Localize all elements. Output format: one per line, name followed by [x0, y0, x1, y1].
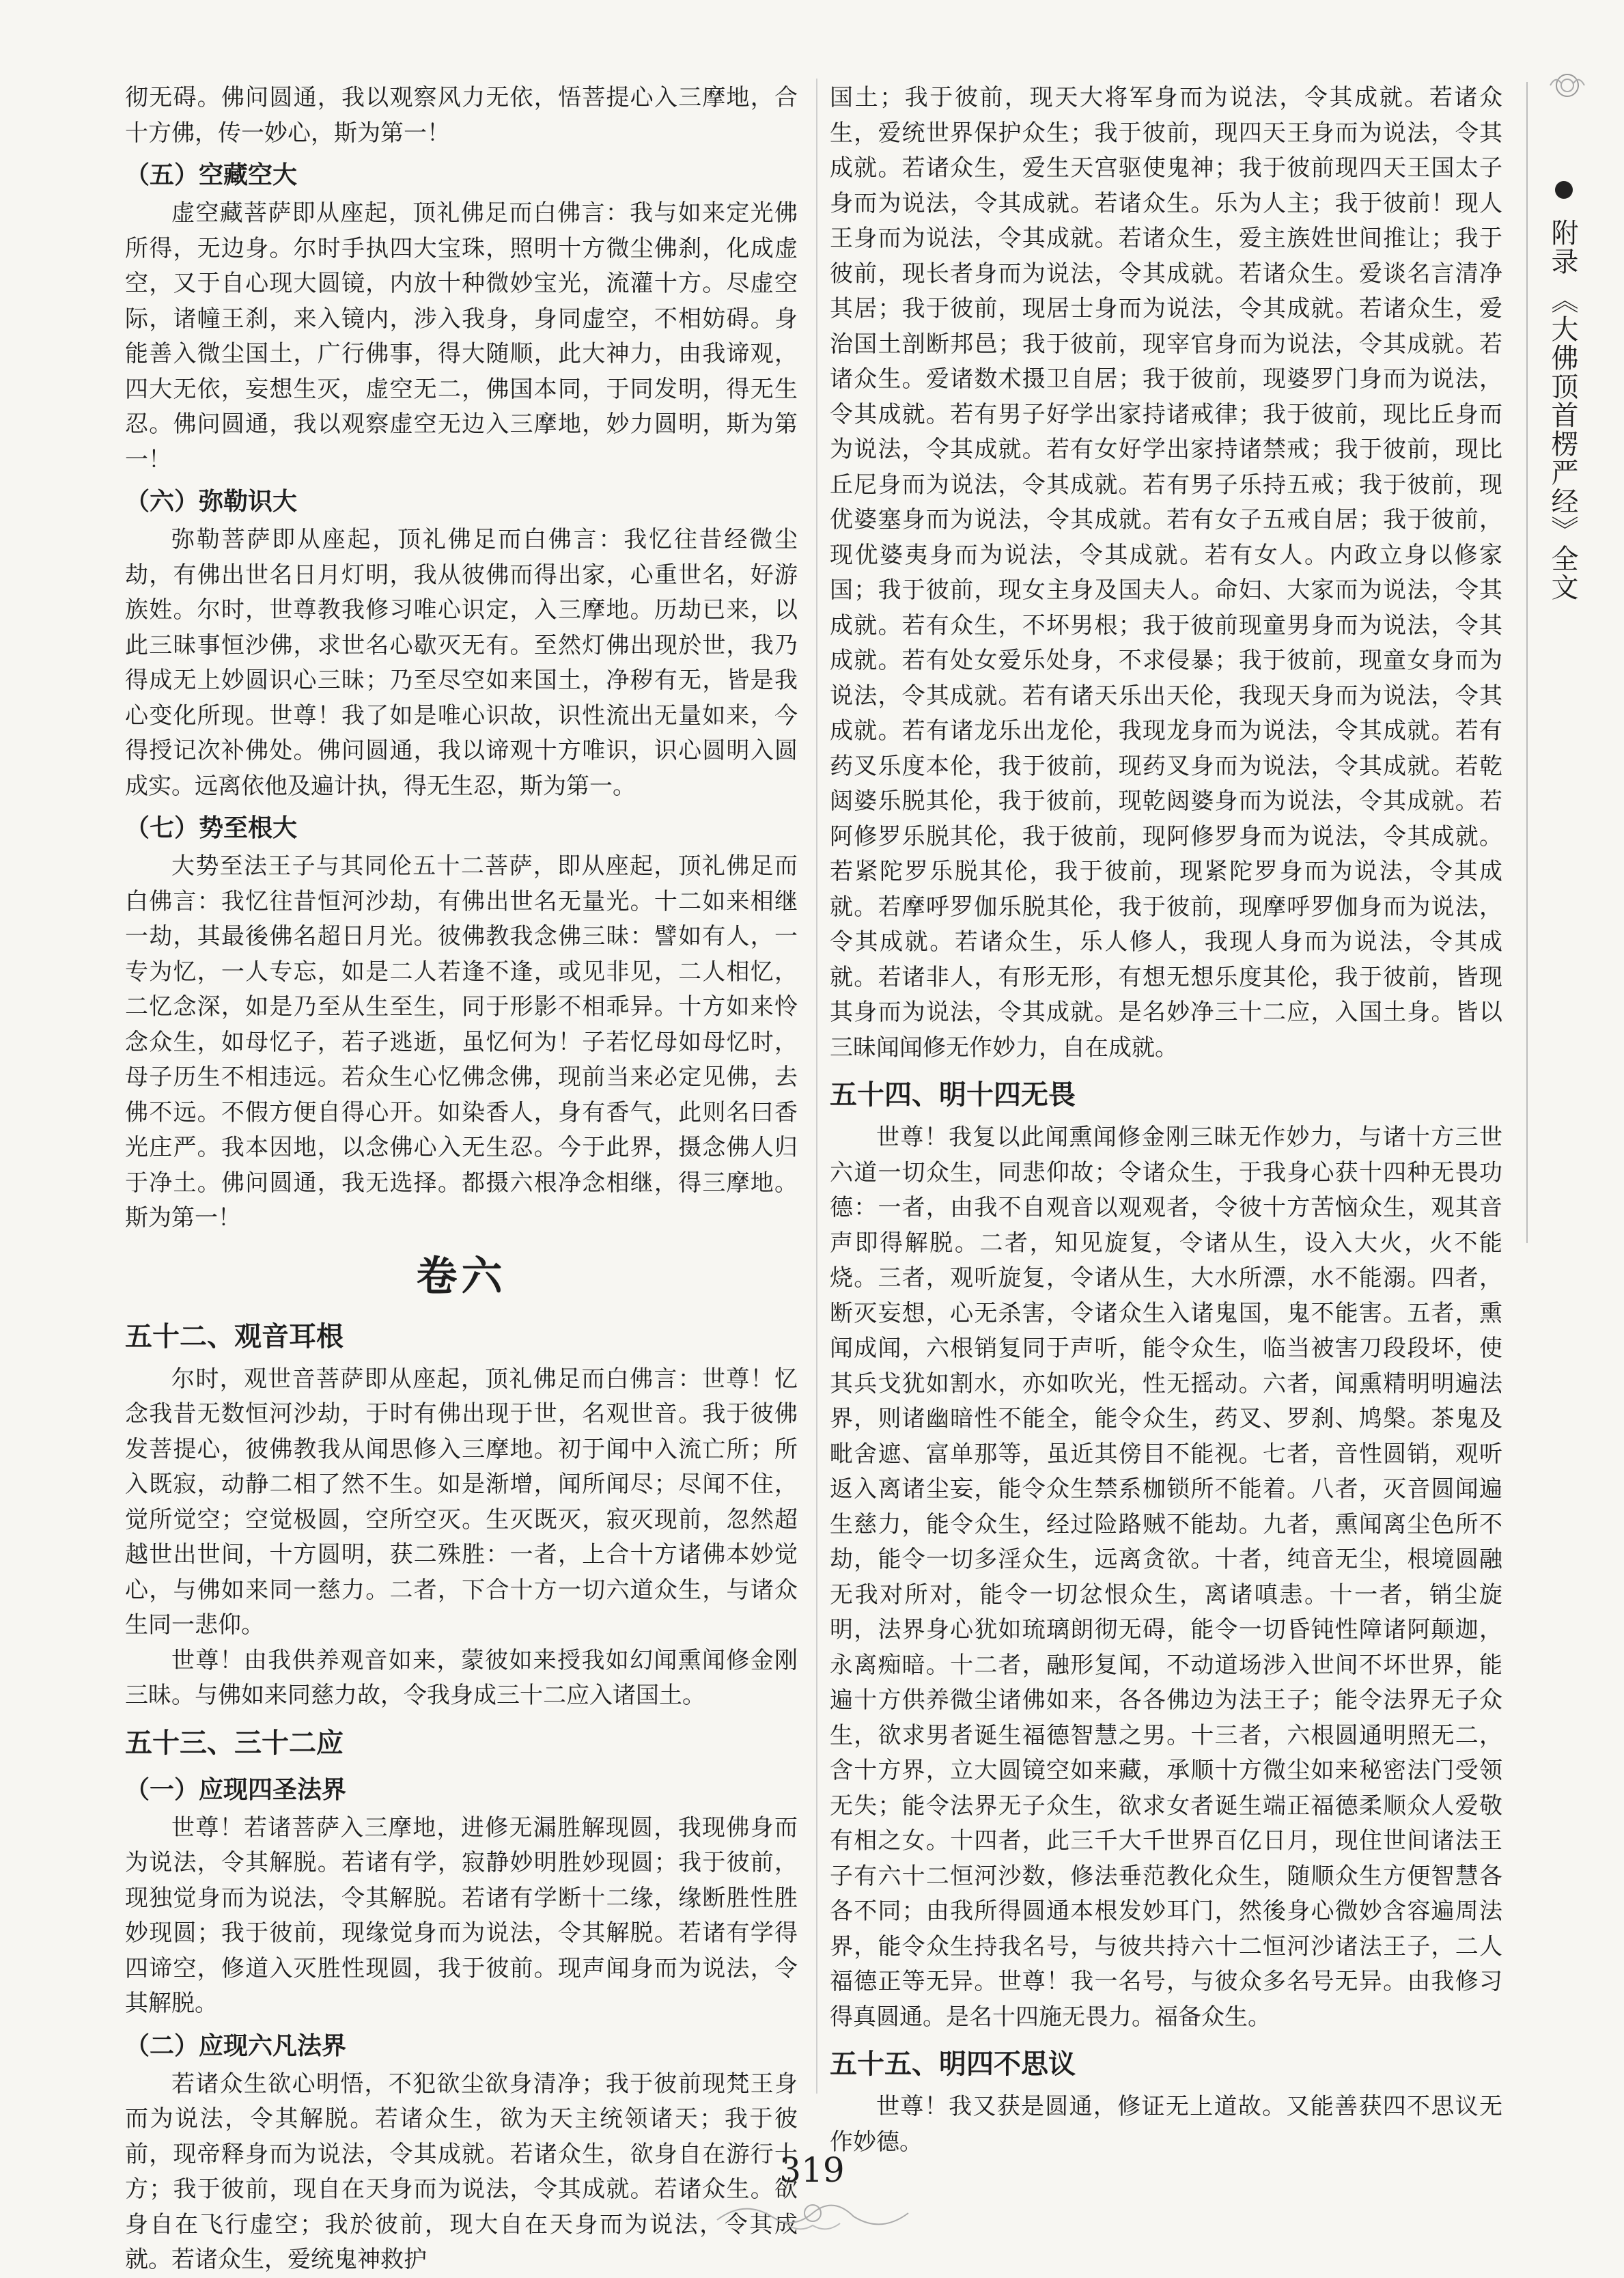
sidebar-rule — [1526, 82, 1528, 1243]
paragraph: 大势至法王子与其同伦五十二菩萨，即从座起，顶礼佛足而白佛言：我忆往昔恒河沙劫，有佛出世名无量光。十二如来相继一劫，其最後佛名超日月光。彼佛教我念佛三昧：譬如有人，一专为忆，一人专忘，如是二人若逢不逢，或见非见，二人相忆，二忆念深，如是乃至从生至生，同于形影不相乖异。十方如来怜念众生，如母忆子，若子逃逝，虽忆何为！子若忆母如母忆时，母子历生不相违远。若众生心忆佛念佛，现前当来必定见佛，去佛不远。不假方便自得心开。如染香人，身有香气，此则名曰香光庄严。我本因地，以念佛心入无生忍。今于此界，摄念佛人归于净土。佛问圆通，我无选择。都摄六根净念相继，得三摩地。斯为第一！ — [125, 852, 798, 1232]
cloud-ornament-icon — [1543, 68, 1591, 102]
section-heading: 五十四、明十四无畏 — [830, 1079, 1076, 1111]
subsection-heading: （五）空藏空大 — [125, 161, 298, 189]
paragraph: 国土；我于彼前，现天大将军身而为说法，令其成就。若诸众生，爱统世界保护众生；我于彼前，现四天王身而为说法，令其成就。若诸众生，爱生天宫驱使鬼神；我于彼前现四天王国太子身而为说法，令其成就。若诸众生。乐为人主；我于彼前！现人王身而为说法，令其成就。若诸众生，爱主族姓世间推让；我于彼前，现长者身而为说法，令其成就。若诸众生。爱谈名言清净其居；我于彼前，现居士身而为说法，令其成就。若诸众生，爱治国土剖断邦邑；我于彼前，现宰官身而为说法，令其成就。若诸众生。爱诸数术摄卫自居；我于彼前，现婆罗门身而为说法，令其成就。若有男子好学出家持诸戒律；我于彼前，现比丘身而为说法，令其成就。若有女好学出家持诸禁戒；我于彼前，现比丘尼身而为说法，令其成就。若有男子乐持五戒；我于彼前，现优婆塞身而为说法，令其成就。若有女子五戒自居；我于彼前，现优婆夷身而为说法，令其成就。若有女人。内政立身以修家国；我于彼前，现女主身及国夫人。命妇、大家而为说法，令其成就。若有众生，不坏男根；我于彼前现童男身而为说法，令其成就。若有处女爱乐处身，不求侵暴；我于彼前，现童女身而为说法，令其成就。若有诸天乐出天伦，我现天身而为说法，令其成就。若有诸龙乐出龙伦，我现龙身而为说法，令其成就。若有药叉乐度本伦，我于彼前，现药叉身而为说法，令其成就。若乾闼婆乐脱其伦，我于彼前，现乾闼婆身而为说法，令其成就。若阿修罗乐脱其伦，我于彼前，现阿修罗身而为说法，令其成就。若紧陀罗乐脱其伦，我于彼前，现紧陀罗身而为说法，令其成就。若摩呼罗伽乐脱其伦，我于彼前，现摩呼罗伽身而为说法，令其成就。若诸众生，乐人修人，我现人身而为说法，令其成就。若诸非人，有形无形，有想无想乐度其伦，我于彼前，皆现其身而为说法，令其成就。是名妙净三十二应，入国土身。皆以三昧闻闻修无作妙力，自在成就。 — [830, 84, 1502, 1061]
subsection-heading: （一）应现四圣法界 — [125, 1775, 347, 1804]
section-heading: 五十五、明四不思议 — [830, 2048, 1076, 2080]
subsection-heading: （二）应现六凡法界 — [125, 2031, 347, 2060]
subsection-heading: （六）弥勒识大 — [125, 487, 298, 516]
paragraph: 世尊！我复以此闻熏闻修金刚三昧无作妙力，与诸十方三世六道一切众生，同悲仰故；令诸众生，于我身心获十四种无畏功德：一者，由我不自观音以观观者，令彼十方苦恼众生，观其音声即得解脱。二者，知见旋复，令诸从生，设入大火，火不能烧。三者，观听旋复，令诸从生，大水所漂，水不能溺。四者，断灭妄想，心无杀害，令诸众生入诸鬼国，鬼不能害。五者，熏闻成闻，六根销复同于声听，能令众生，临当被害刀段段坏，使其兵戈犹如割水，亦如吹光，性无摇动。六者，闻熏精明明遍法界，则诸幽暗性不能全，能令众生，药叉、罗刹、鸠槃。茶鬼及毗舍遮、富单那等，虽近其傍目不能视。七者，音性圆销，观听返入离诸尘妄，能令众生禁系枷锁所不能着。八者，灭音圆闻遍生慈力，能令众生，经过险路贼不能劫。九者，熏闻离尘色所不劫，能令一切多淫众生，远离贪欲。十者，纯音无尘，根境圆融无我对所对，能令一切忿恨众生，离诸嗔恚。十一者，销尘旋明，法界身心犹如琉璃朗彻无碍，能令一切昏钝性障诸阿颠迦，永离痴暗。十二者，融形复闻，不动道场涉入世间不坏世界，能遍十方供养微尘诸佛如来，各各佛边为法王子；能令法界无子众生，欲求男者诞生福德智慧之男。十三者，六根圆通明照无二，含十方界，立大圆镜空如来藏，承顺十方微尘如来秘密法门受领无失；能令法界无子众生，欲求女者诞生端正福德柔顺众人爱敬有相之女。十四者，此三千大千世界百亿日月，现住世间诸法王子有六十二恒河沙数，修法垂范教化众生，随顺众生方便智慧各各不同；由我所得圆通本根发妙耳门，然後身心微妙含容遍周法界，能令众生持我名号，与彼共持六十二恒河沙诸法王子，二人福德正等无异。世尊！我一名号，与彼众多名号无异。由我修习得真圆通。是名十四施无畏力。福备众生。 — [830, 1124, 1502, 2031]
right-column — [830, 81, 1502, 2160]
paragraph: 虚空藏菩萨即从座起，顶礼佛足而白佛言：我与如来定光佛所得，无边身。尔时手执四大宝珠，照明十方微尘佛刹，化成虚空，又于自心现大圆镜，内放十种微妙宝光，流灌十方。尽虚空际，诸幢王刹，来入镜内，涉入我身，身同虚空，不相妨碍。身能善入微尘国土，广行佛事，得大随顺，此大神力，由我谛观，四大无依，妄想生灭，虚空无二，佛国本同，于同发明，得无生忍。佛问圆通，我以观察虚空无边入三摩地，妙力圆明，斯为第一！ — [125, 199, 798, 473]
sidebar-label: 附录 《大佛顶首楞严经》全文 — [1547, 219, 1578, 602]
left-column — [125, 81, 798, 2278]
page-number: 319 — [779, 2150, 845, 2190]
paragraph: 世尊！若诸菩萨入三摩地，进修无漏胜解现圆，我现佛身而为说法，令其解脱。若诸有学，寂静妙明胜妙现圆；我于彼前，现独觉身而为说法，令其解脱。若诸有学断十二缘，缘断胜性胜妙现圆；我于彼前，现缘觉身而为说法，令其解脱。若诸有学得四谛空，修道入灭胜性现圆，我于彼前。现声闻身而为说法，令其解脱。 — [125, 1814, 798, 2017]
paragraph: 彻无碍。佛问圆通，我以观察风力无依，悟菩提心入三摩地，合十方佛，传一妙心，斯为第一！ — [125, 84, 798, 147]
paragraph: 世尊！我又获是圆通，修证无上道故。又能善获四不思议无作妙德。 — [830, 2093, 1502, 2156]
column-divider — [816, 79, 817, 2094]
paragraph: 若诸众生欲心明悟，不犯欲尘欲身清净；我于彼前现梵王身而为说法，令其解脱。若诸众生，欲为天主统领诸天；我于彼前，现帝释身而为说法，令其成就。若诸众生，欲身自在游行十方；我于彼前，现自在天身而为说法，令其成就。若诸众生。欲身自在飞行虚空；我於彼前，现大自在天身而为说法，令其成就。若诸众生，爱统鬼神救护 — [125, 2070, 798, 2273]
volume-title: 卷六 — [416, 1252, 507, 1301]
bullet-icon — [1555, 181, 1573, 199]
section-heading: 五十二、观音耳根 — [125, 1320, 344, 1352]
cloud-flourish-icon — [703, 2186, 922, 2240]
subsection-heading: （七）势至根大 — [125, 814, 298, 842]
paragraph: 弥勒菩萨即从座起，顶礼佛足而白佛言：我忆往昔经微尘劫，有佛出世名日月灯明，我从彼佛而得出家，心重世名，好游族姓。尔时，世尊教我修习唯心识定，入三摩地。历劫已来，以此三昧事恒沙佛，求世名心歇灭无有。至然灯佛出现於世，我乃得成无上妙圆识心三昧；乃至尽空如来国土，净秽有无，皆是我心变化所现。世尊！我了如是唯心识故，识性流出无量如来，今得授记次补佛处。佛问圆通，我以谛观十方唯识，识心圆明入圆成实。远离依他及遍计执，得无生忍，斯为第一。 — [125, 526, 798, 800]
section-heading: 五十三、三十二应 — [125, 1726, 344, 1759]
paragraph: 尔时，观世音菩萨即从座起，顶礼佛足而白佛言：世尊！忆念我昔无数恒河沙劫，于时有佛出现于世，名观世音。我于彼佛发菩提心，彼佛教我从闻思修入三摩地。初于闻中入流亡所；所入既寂，动静二相了然不生。如是渐增，闻所闻尽；尽闻不住，觉所觉空；空觉极圆，空所空灭。生灭既灭，寂灭现前，忽然超越世出世间，十方圆明，获二殊胜：一者，上合十方诸佛本妙觉心，与佛如来同一慈力。二者，下合十方一切六道众生，与诸众生同一悲仰。 — [125, 1365, 798, 1639]
paragraph: 世尊！由我供养观音如来，蒙彼如来授我如幻闻熏闻修金刚三昧。与佛如来同慈力故，令我身成三十二应入诸国土。 — [125, 1646, 798, 1709]
